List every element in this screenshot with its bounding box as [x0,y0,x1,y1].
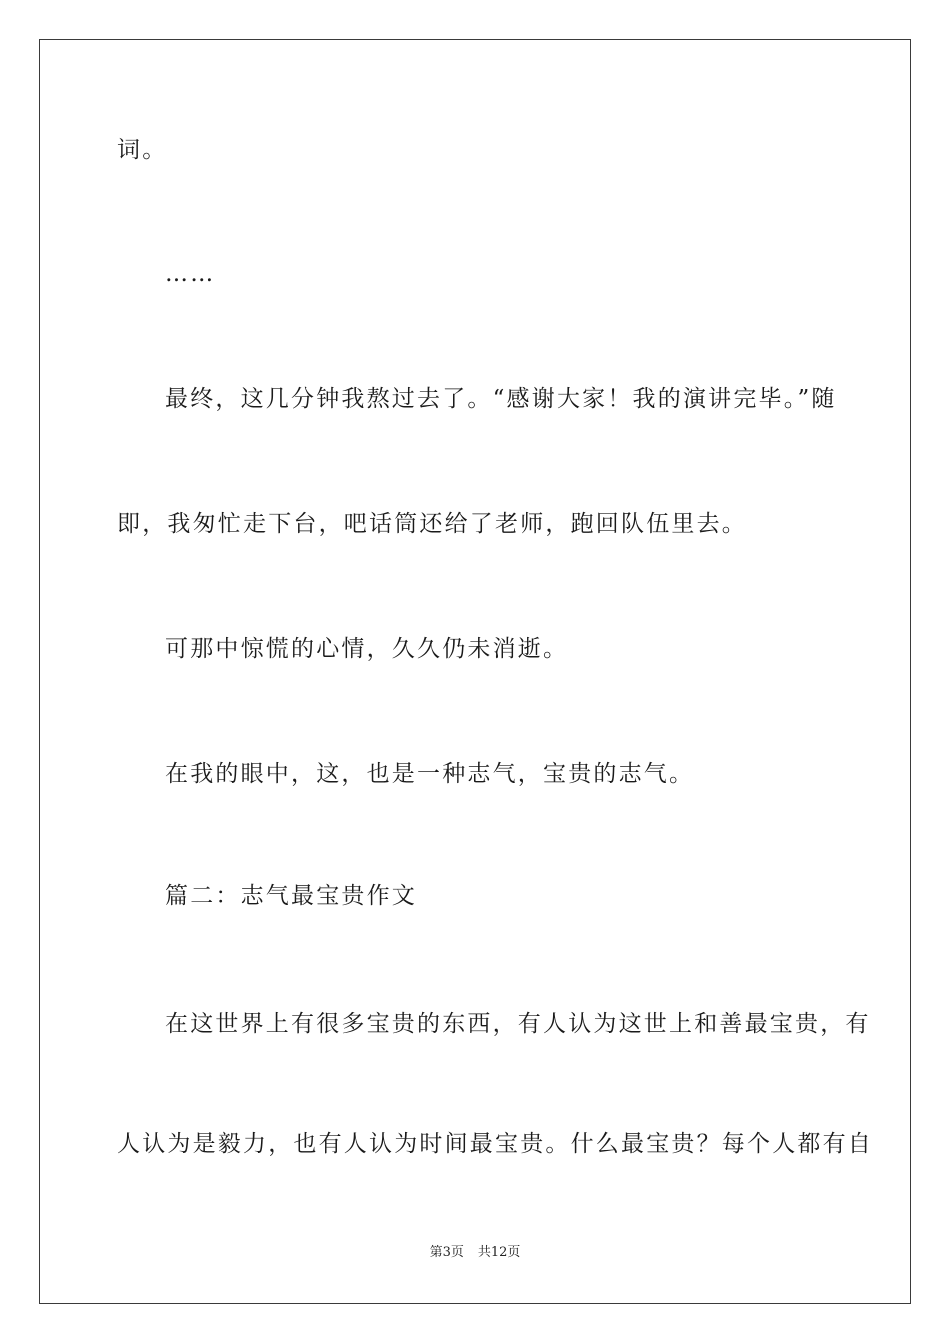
text-line: 即，我匆忙走下台，吧话筒还给了老师，跑回队伍里去。 [117,511,747,537]
page-number: 第3页 [429,1245,464,1260]
section-heading: 篇二：志气最宝贵作文 [165,883,417,909]
text-line: 在我的眼中，这，也是一种志气，宝贵的志气。 [165,761,695,787]
page-total: 共12页 [477,1245,521,1260]
text-line: 可那中惊慌的心情，久久仍未消逝。 [165,636,569,662]
text-line: 最终，这几分钟我熬过去了。“感谢大家！我的演讲完毕。”随 [165,386,837,412]
text-line: 人认为是毅力，也有人认为时间最宝贵。什么最宝贵？每个人都有自 [117,1131,873,1157]
text-line: 词。 [117,137,168,163]
text-line: 在这世界上有很多宝贵的东西，有人认为这世上和善最宝贵，有 [165,1011,871,1037]
page-footer [0,1244,950,1262]
text-line: …… [165,261,216,287]
page-border [39,39,911,1304]
